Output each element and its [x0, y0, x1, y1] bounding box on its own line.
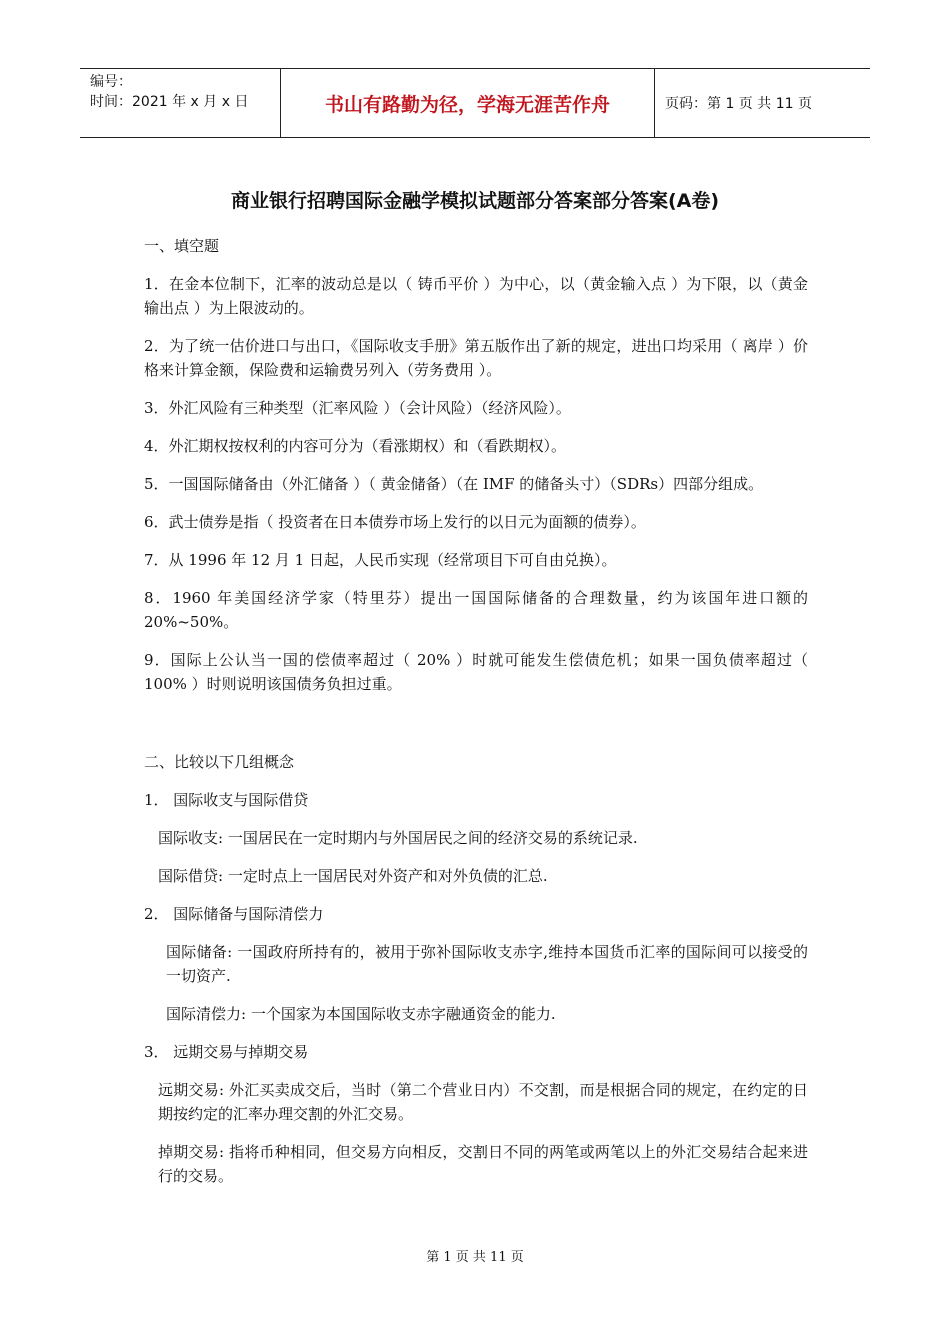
fill-item-8: 8．1960 年美国经济学家（特里芬）提出一国国际储备的合理数量，约为该国年进口额的 20%~50%。 [144, 589, 808, 631]
fill-item-6: 6．武士债券是指（ 投资者在日本债券市场上发行的以日元为面额的债券）。 [144, 513, 646, 531]
fill-item-3: 3．外汇风险有三种类型（汇率风险 ）（会计风险）（经济风险）。 [144, 399, 571, 417]
concept-definition: 掉期交易: 指将币种相同，但交易方向相反，交割日不同的两笔或两笔以上的外汇交易结合起来进行的交易。 [158, 1143, 808, 1185]
concept-group-title: 1． 国际收支与国际借贷 [144, 791, 309, 809]
concept-definition: 国际收支: 一国居民在一定时期内与外国居民之间的经济交易的系统记录. [158, 829, 638, 847]
concept-group-title: 2． 国际储备与国际清偿力 [144, 905, 324, 923]
header-table [80, 68, 870, 138]
concept-definition: 国际清偿力: 一个国家为本国国际收支赤字融通资金的能力. [166, 1005, 556, 1023]
header-page-info: 页码：第 1 页 共 11 页 [665, 96, 812, 112]
concept-definition: 国际借贷: 一定时点上一国居民对外资产和对外负债的汇总. [158, 867, 548, 885]
concept-definition: 远期交易: 外汇买卖成交后，当时（第二个营业日内）不交割，而是根据合同的规定，在约定的日期按约定的汇率办理交割的外汇交易。 [158, 1081, 808, 1123]
header-meta [80, 69, 281, 137]
document-title: 商业银行招聘国际金融学模拟试题部分答案部分答案(A卷) [230, 190, 720, 212]
fill-item-4: 4．外汇期权按权利的内容可分为（看涨期权）和（看跌期权）。 [144, 437, 567, 455]
section2-heading: 二、比较以下几组概念 [144, 753, 295, 771]
fill-item-5: 5．一国国际储备由（外汇储备 ）（ 黄金储备）（在 IMF 的储备头寸）（SDRs）四部分组成。 [144, 475, 764, 493]
number-label: 编号： [90, 74, 132, 90]
concept-definition: 国际储备: 一国政府所持有的，被用于弥补国际收支赤字,维持本国货币汇率的国际间可以接受的一切资产. [166, 943, 808, 985]
fill-item-7: 7．从 1996 年 12 月 1 日起，人民币实现（经常项目下可自由兑换）。 [144, 551, 617, 569]
document-body [144, 234, 808, 1202]
fill-item-9: 9．国际上公认当一国的偿债率超过（ 20% ）时就可能发生偿债危机；如果一国负债率超过（ 100% ）时则说明该国债务负担过重。 [144, 651, 808, 693]
header-motto: 书山有路勤为径，学海无涯苦作舟 [281, 69, 655, 137]
section1-heading: 一、填空题 [144, 237, 220, 255]
concept-group-title: 3． 远期交易与掉期交易 [144, 1043, 309, 1061]
fill-item-1: 1．在金本位制下，汇率的波动总是以（ 铸币平价 ）为中心，以（黄金输入点 ）为下限，以（黄金输出点 ）为上限波动的。 [144, 275, 808, 317]
time-label: 时间：2021 年 x 月 x 日 [90, 94, 249, 110]
fill-item-2: 2．为了统一估价进口与出口，《国际收支手册》第五版作出了新的规定，进出口均采用（ 离岸 ）价格来计算金额，保险费和运输费另列入（劳务费用 ）。 [144, 337, 808, 379]
section-spacer [144, 710, 808, 750]
page-footer: 第 1 页 共 11 页 [426, 1250, 524, 1265]
